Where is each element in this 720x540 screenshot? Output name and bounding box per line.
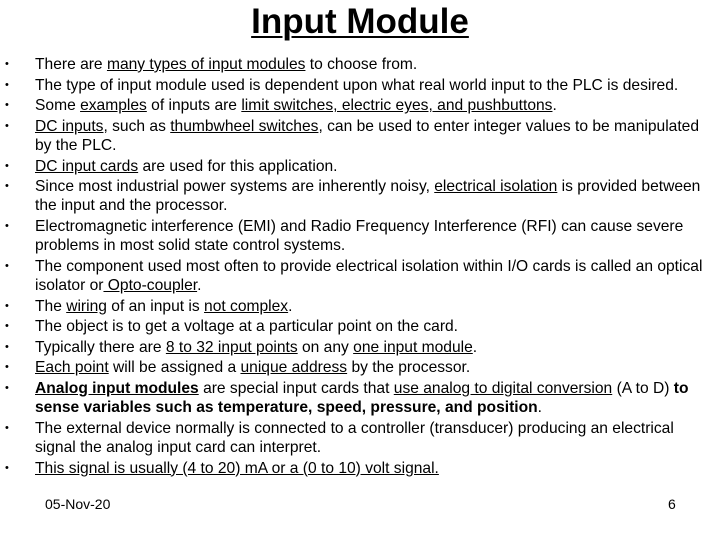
bullet-text-segment: limit switches, electric eyes, and pushbuttons [241,97,553,115]
bullet-item [5,379,717,417]
bullet-text-segment: . [288,297,293,315]
bullet-text-segment: The object is to get a voltage at a particular point on the card. [35,318,459,336]
bullet-text-segment: DC inputs [35,117,104,135]
slide-title-text: Input Module [251,2,469,41]
bullet-text-segment: Each point [35,359,109,377]
bullet-item [5,459,717,478]
bullet-item [5,76,717,95]
bullet-text-segment: Since most industrial power systems are inherently noisy, [35,178,435,196]
bullet-text-segment: is provided between the input and the processor. [35,178,701,215]
bullet-item [5,55,717,74]
bullet-text-segment: The component used most often to provide electrical isolation within I/O cards is called an optical isolator or [35,257,703,294]
bullet-item [5,157,717,176]
bullet-text-segment: . [537,399,543,417]
bullet-text-segment: . [197,276,202,294]
bullet-text-segment: Opto-coupler [103,276,198,294]
bullet-text-segment: . [472,338,478,356]
bullet-item [5,257,717,295]
bullet-item [5,117,717,155]
bullet-text-segment: on any [297,338,354,356]
bullet-text-segment: Electromagnetic interference (EMI) and Radio Frequency Interference (RFI) can cause severe problems in most solid state control systems. [35,217,684,255]
bullet-item [5,338,717,357]
bullet-text-segment: many types of input modules [106,56,306,73]
bullet-text-segment: will be assigned a [108,359,241,377]
bullet-item [5,317,717,336]
bullet-text-segment: wiring [66,297,107,315]
bullet-text-segment: The external device normally is connected to a controller (transducer) producing an electrical signal the analog input card can interpret. [35,419,674,456]
bullet-text-segment: 8 to 32 input points [165,338,298,356]
bullet-text-segment: (A to D) [612,379,674,397]
bullet-text-segment: DC input cards [35,157,139,175]
bullet-text-segment: , such as [103,117,171,135]
bullet-text-segment: are special input cards that [198,379,394,397]
bullet-item [5,177,717,215]
bullet-text-segment: The [35,297,67,315]
bullet-text-segment: by the processor. [347,359,471,377]
footer-date: 05-Nov-20 [45,496,111,512]
bullet-text-segment: are used for this application. [138,157,338,175]
bullet-text-segment: Analog input modules [35,379,199,397]
bullet-item [5,419,717,457]
bullet-text-segment: one input module [353,338,473,356]
bullet-text-segment: of inputs are [146,97,242,115]
bullet-text-segment: examples [80,97,147,115]
bullet-text-segment: There are [35,56,107,73]
bullet-list [5,55,717,479]
bullet-text-segment: not complex [204,297,289,315]
bullet-text-segment: of an input is [106,297,205,315]
bullet-text-segment: thumbwheel switches [170,117,319,135]
bullet-text-segment: to sense variables such as temperature, speed, pressure, and position [35,379,689,417]
bullet-text-segment: unique address [240,359,348,377]
bullet-text-segment: The type of input module used is dependent upon what real world input to the PLC is desired. [35,76,679,94]
bullet-text-segment: Typically there are [35,338,166,356]
bullet-item [5,358,717,377]
bullet-text-segment: , can be used to enter integer values to be manipulated by the PLC. [35,117,700,154]
slide-title [0,2,720,42]
bullet-item [5,96,717,115]
bullet-text-segment: Some [35,97,81,115]
bullet-item [5,217,717,255]
page-number: 6 [668,496,676,512]
bullet-text-segment: to choose from. [305,56,418,73]
bullet-text-segment: electrical isolation [434,178,558,196]
bullet-text-segment: This signal is usually (4 to 20) mA or a (0 to 10) volt signal. [35,459,439,477]
bullet-item [5,297,717,316]
bullet-text-segment: use analog to digital conversion [393,379,613,397]
bullet-text-segment: . [552,97,557,115]
